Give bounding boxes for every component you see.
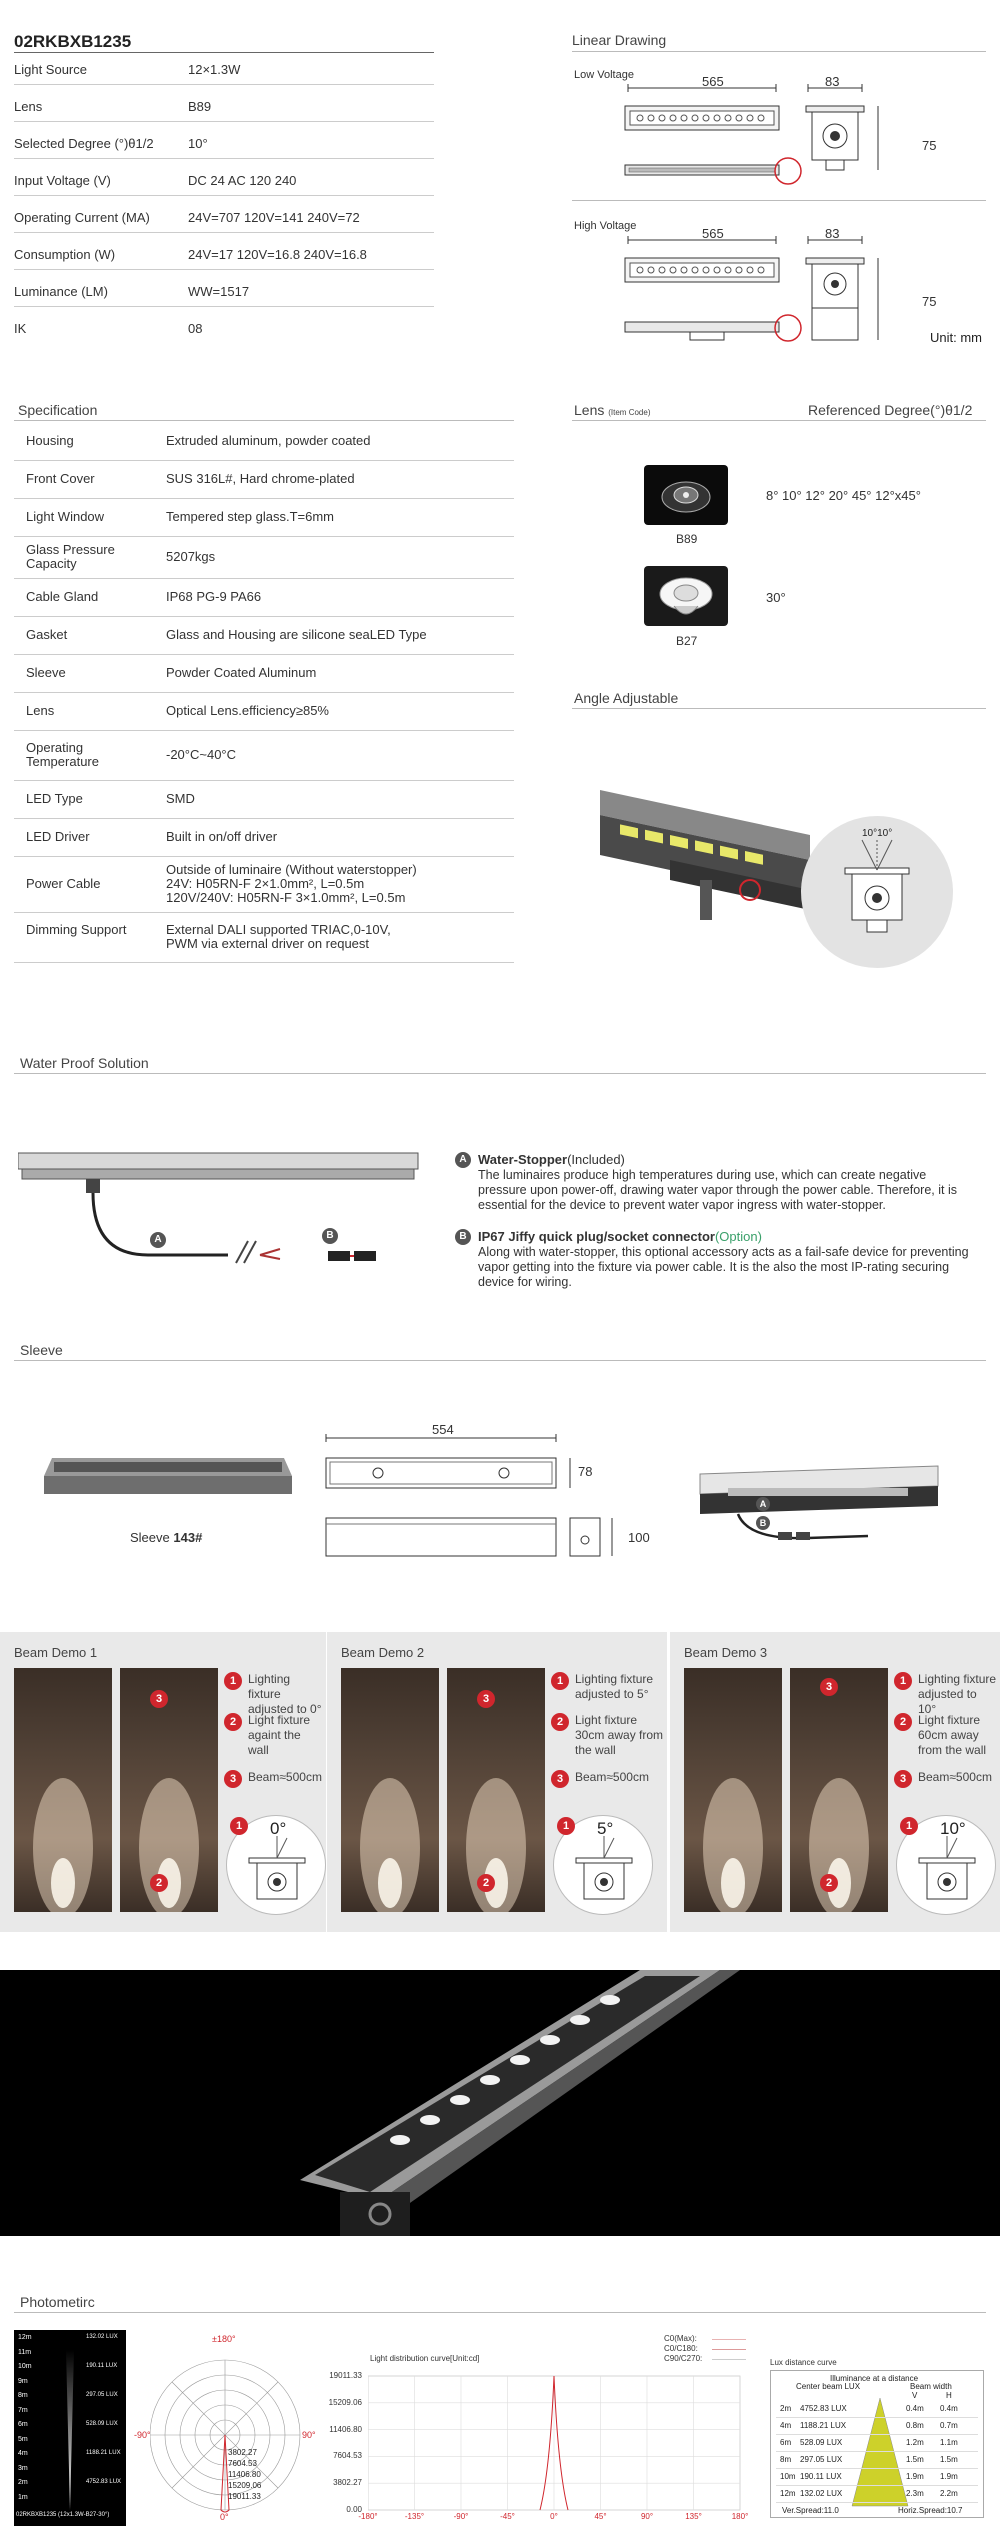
beam-light-icon xyxy=(447,1668,545,1912)
distance-label: 12m xyxy=(18,2334,32,2341)
lux-distance: 8m xyxy=(780,2455,792,2464)
beam-demo-photo-front xyxy=(684,1668,782,1912)
low-width-dim: 83 xyxy=(825,74,840,89)
spec-value: Extruded aluminum, powder coated xyxy=(166,433,371,448)
top-spec-key: Luminance (LM) xyxy=(14,284,108,299)
curve-x-tick: -45° xyxy=(500,2512,515,2521)
spec-divider xyxy=(14,536,514,537)
lux-center: 132.02 LUX xyxy=(800,2489,843,2498)
low-high-divider xyxy=(572,200,986,201)
lux-header-1: Illuminance at a distance xyxy=(830,2374,919,2383)
curve-y-tick: 7604.53 xyxy=(333,2451,362,2461)
spec-value: -20°C~40°C xyxy=(166,747,237,762)
beam-demo-title: Beam Demo 1 xyxy=(14,1645,98,1660)
beam-photo-badge-2: 2 xyxy=(150,1874,168,1892)
beam-demo-photo-front xyxy=(14,1668,112,1912)
distance-label: 5m xyxy=(18,2435,28,2443)
beam-detail-degree: 10° xyxy=(940,1819,966,1838)
waterproof-a-text: The luminaires produce high temperatures during use, which can create negative pressure upon power-off, drawing water vapor through the power cable. Therefore, it is essential for the device to prevent water vapor ingress with water-stopper. xyxy=(478,1168,957,1212)
unit-label: Unit: mm xyxy=(930,330,982,345)
curve-legend-swatch xyxy=(712,2339,746,2340)
lux-distance: 4m xyxy=(780,2421,792,2430)
beam-legend-badge: 1 xyxy=(894,1672,912,1690)
waterproof-a-suffix: (Included) xyxy=(567,1152,625,1167)
lens-b89-degrees: 8° 10° 12° 20° 45° 12°x45° xyxy=(766,488,921,503)
waterproof-b-suffix: (Option) xyxy=(714,1229,762,1244)
distance-label: 3m xyxy=(18,2464,28,2472)
lens-b27-degrees: 30° xyxy=(766,590,786,605)
lux-width-v: 1.5m xyxy=(906,2455,924,2464)
lux-row-divider xyxy=(776,2417,978,2418)
lux-width-v: 0.4m xyxy=(906,2404,924,2413)
spec-divider xyxy=(14,460,514,461)
spec-value: Tempered step glass.T=6mm xyxy=(166,509,334,524)
lux-header-h: H xyxy=(946,2391,952,2400)
lens-b89-image xyxy=(644,465,728,525)
curve-y-tick: 19011.33 xyxy=(329,2371,362,2380)
top-spec-key: Light Source xyxy=(14,62,87,77)
lens-title-main: Lens xyxy=(574,402,605,418)
lux-row-divider xyxy=(776,2485,978,2486)
beam-legend-badge: 2 xyxy=(224,1713,242,1731)
sleeve-caption-pre: Sleeve xyxy=(130,1530,174,1545)
waterproof-illustration xyxy=(18,1145,448,1285)
spec-value: SMD xyxy=(166,791,195,806)
angle-title: Angle Adjustable xyxy=(574,690,679,706)
curve-y-tick: 11406.80 xyxy=(329,2424,362,2434)
spec-key: LED Driver xyxy=(26,829,90,844)
top-spec-key: Selected Degree (°)θ1/2 xyxy=(14,136,154,151)
curve-x-tick: -135° xyxy=(404,2512,425,2521)
spec-value: Powder Coated Aluminum xyxy=(166,665,317,680)
beam-legend-badge: 1 xyxy=(224,1672,242,1690)
spec-divider xyxy=(14,692,514,693)
specification-rule xyxy=(14,420,514,421)
lux-center: 297.05 LUX xyxy=(800,2455,843,2464)
spec-key: LED Type xyxy=(26,791,83,806)
low-height-dim: 75 xyxy=(922,138,937,153)
spec-value: 5207kgs xyxy=(166,549,216,564)
spec-divider xyxy=(14,818,514,819)
beam-detail-badge-1: 1 xyxy=(900,1817,918,1835)
lens-ref-title: Referenced Degree(°)θ1/2 xyxy=(808,402,973,418)
beam-legend-badge: 3 xyxy=(894,1770,912,1788)
lux-hor-spread: Horiz.Spread:10.7 xyxy=(898,2506,963,2515)
beam-legend-text: Light fixture againt the wall xyxy=(248,1713,311,1757)
beam-legend-text: Lighting fixture adjusted to 10° xyxy=(918,1672,997,1716)
polar-ring-value: 11406.80 xyxy=(228,2470,261,2479)
angle-adjustable-illustration xyxy=(590,780,970,980)
lens-b89-icon xyxy=(644,465,728,525)
distance-label: 8m xyxy=(18,2392,28,2399)
beam-light-icon xyxy=(790,1668,888,1912)
top-spec-divider xyxy=(14,232,434,233)
lux-width-v: 0.8m xyxy=(906,2421,924,2430)
linear-drawing-title: Linear Drawing xyxy=(572,32,667,48)
distance-lux: 4752.83 LUX xyxy=(86,2479,122,2485)
lux-width-h: 1.9m xyxy=(940,2472,958,2481)
spec-key: Cable Gland xyxy=(26,589,99,604)
distance-lux: 297.05 LUX xyxy=(86,2392,118,2398)
beam-legend-text: Beam≈500cm xyxy=(575,1770,649,1784)
photometric-rule xyxy=(14,2312,986,2313)
polar-right-label: 90° xyxy=(302,2430,316,2440)
lux-distance: 10m xyxy=(780,2472,796,2481)
spec-key: Front Cover xyxy=(26,471,95,486)
beam-demo-photo-side xyxy=(120,1668,218,1912)
top-spec-divider xyxy=(14,84,434,85)
beam-photo-badge-2: 2 xyxy=(477,1874,495,1892)
waterproof-title: Water Proof Solution xyxy=(20,1055,149,1071)
curve-y-tick: 15209.06 xyxy=(328,2397,362,2407)
spec-key: Light Window xyxy=(26,509,105,524)
polar-top-label: ±180° xyxy=(212,2334,236,2344)
beam-detail-degree: 5° xyxy=(597,1819,614,1838)
lux-row-divider xyxy=(776,2434,978,2435)
lux-center: 4752.83 LUX xyxy=(800,2404,847,2413)
beam-legend-badge: 1 xyxy=(551,1672,569,1690)
beam-photo-badge-3: 3 xyxy=(820,1678,838,1696)
curve-legend-label: C0/C180: xyxy=(664,2344,698,2353)
lux-width-v: 2.3m xyxy=(906,2489,924,2498)
distance-lux: 132.02 LUX xyxy=(86,2334,118,2340)
waterproof-b-text: Along with water-stopper, this optional accessory acts as a fail-safe device for preventing vapor getting into the fixture via power cable. It is the also the most IP-rating securing device for wiring. xyxy=(478,1245,969,1289)
sleeve-title: Sleeve xyxy=(20,1342,63,1358)
model-title: 02RKBXB1235 xyxy=(14,32,132,51)
low-len-dim: 565 xyxy=(702,74,724,89)
spec-key: Glass Pressure Capacity xyxy=(26,542,115,571)
beam-legend-text: Lighting fixture adjusted to 5° xyxy=(575,1672,654,1701)
spec-key: Lens xyxy=(26,703,55,718)
distance-label: 1m xyxy=(18,2493,28,2501)
high-height-dim: 75 xyxy=(922,294,937,309)
curve-chart xyxy=(368,2372,748,2520)
distance-caption: 02RKBXB1235 (12x1.3W-B27-30°) xyxy=(16,2512,110,2518)
lux-header-2b: Beam width xyxy=(910,2382,952,2391)
distance-lux: 190.11 LUX xyxy=(86,2363,118,2369)
waterproof-badge-a-illus: A xyxy=(150,1232,166,1248)
lens-rule xyxy=(572,420,986,421)
beam-detail-degree: 0° xyxy=(270,1819,287,1838)
beam-light-icon xyxy=(684,1668,782,1912)
polar-ring-value: 7604.53 xyxy=(228,2459,257,2468)
lux-cone xyxy=(850,2398,910,2508)
distance-label: 11m xyxy=(18,2348,32,2356)
sleeve-badge-b: B xyxy=(756,1516,770,1530)
curve-legend-swatch xyxy=(712,2359,746,2360)
polar-left-label: -90° xyxy=(134,2430,151,2440)
top-spec-key: Lens xyxy=(14,99,43,114)
lux-title: Lux distance curve xyxy=(770,2358,837,2367)
specification-title: Specification xyxy=(18,402,98,418)
spec-key: Dimming Support xyxy=(26,922,127,937)
waterproof-rule xyxy=(14,1073,986,1074)
spec-key: Sleeve xyxy=(26,665,66,680)
lux-width-h: 1.1m xyxy=(940,2438,958,2447)
top-spec-value: 08 xyxy=(188,321,203,336)
lux-center: 1188.21 LUX xyxy=(800,2421,847,2430)
spec-value: SUS 316L#, Hard chrome-plated xyxy=(166,471,355,486)
beam-legend-text: Beam≈500cm xyxy=(248,1770,322,1784)
curve-legend-label: C0(Max): xyxy=(664,2334,697,2343)
lens-title-small: (Item Code) xyxy=(608,408,651,417)
top-spec-divider xyxy=(14,195,434,196)
sleeve-caption xyxy=(130,1530,202,1545)
lux-width-h: 1.5m xyxy=(940,2455,958,2464)
lux-ver-spread: Ver.Spread:11.0 xyxy=(782,2506,839,2515)
curve-legend-label: C90/C270: xyxy=(664,2354,703,2363)
top-spec-key: IK xyxy=(14,321,27,336)
lens-b27-icon xyxy=(644,566,728,626)
beam-photo-badge-2: 2 xyxy=(820,1874,838,1892)
spec-value: Optical Lens.efficiency≥85% xyxy=(166,703,329,718)
spec-divider xyxy=(14,578,514,579)
spec-key: Operating Temperature xyxy=(26,740,99,769)
beam-legend-text: Lighting fixture adjusted to 0° xyxy=(248,1672,322,1716)
distance-label: 10m xyxy=(18,2363,32,2370)
beam-legend-badge: 2 xyxy=(551,1713,569,1731)
lens-b27-code: B27 xyxy=(676,634,698,648)
lux-distance: 2m xyxy=(780,2404,792,2413)
distance-label: 9m xyxy=(18,2377,28,2385)
high-width-dim: 83 xyxy=(825,226,840,241)
curve-x-tick: 90° xyxy=(640,2512,654,2521)
beam-light-icon xyxy=(120,1668,218,1912)
beam-detail-badge-1: 1 xyxy=(557,1817,575,1835)
sleeve-installed-illustration xyxy=(688,1462,948,1552)
lens-title xyxy=(574,402,650,418)
beam-demo-photo-front xyxy=(341,1668,439,1912)
curve-x-tick: 45° xyxy=(594,2512,607,2521)
beam-legend-text: Beam≈500cm xyxy=(918,1770,992,1784)
photometric-title: Photometirc xyxy=(20,2294,95,2310)
spec-divider xyxy=(14,780,514,781)
sleeve-rule xyxy=(14,1360,986,1361)
beam-demo-title: Beam Demo 3 xyxy=(684,1645,768,1660)
distance-lux: 1188.21 LUX xyxy=(86,2450,121,2456)
top-spec-value: 24V=17 120V=16.8 240V=16.8 xyxy=(188,247,367,262)
low-voltage-label: Low Voltage xyxy=(574,69,634,81)
beam-light-icon xyxy=(14,1668,112,1912)
spec-value: External DALI supported TRIAC,0-10V, PWM via external driver on request xyxy=(166,922,391,951)
lux-width-v: 1.9m xyxy=(906,2472,924,2481)
distance-label: 2m xyxy=(18,2479,28,2486)
sleeve-len-dim: 554 xyxy=(432,1422,454,1437)
distance-beam-icon xyxy=(14,2330,126,2526)
distance-label: 6m xyxy=(18,2421,28,2428)
beam-legend-text: Light fixture 30cm away from the wall xyxy=(575,1713,664,1757)
lens-b89-code: B89 xyxy=(676,532,698,546)
distance-label: 4m xyxy=(18,2450,28,2457)
top-spec-divider xyxy=(14,158,434,159)
waterproof-b-title: IP67 Jiffy quick plug/socket connector xyxy=(478,1229,715,1244)
angle-rule xyxy=(572,708,986,709)
lux-width-v: 1.2m xyxy=(906,2438,924,2447)
beam-photo-badge-3: 3 xyxy=(150,1690,168,1708)
top-spec-divider xyxy=(14,269,434,270)
beam-light-icon xyxy=(341,1668,439,1912)
polar-ring-value: 15209.06 xyxy=(228,2481,262,2490)
lux-width-h: 0.7m xyxy=(940,2421,958,2430)
spec-value: Built in on/off driver xyxy=(166,829,278,844)
lux-width-h: 2.2m xyxy=(940,2489,958,2498)
sleeve-photo xyxy=(44,1452,292,1502)
low-voltage-drawing xyxy=(600,70,960,198)
top-spec-divider xyxy=(14,121,434,122)
spec-divider xyxy=(14,654,514,655)
angle-label: 10°10° xyxy=(862,828,893,839)
beam-legend-badge: 3 xyxy=(551,1770,569,1788)
lux-center: 528.09 LUX xyxy=(800,2438,843,2447)
lux-row-divider xyxy=(776,2502,978,2503)
waterproof-a-title: Water-Stopper xyxy=(478,1152,568,1167)
product-hero-banner xyxy=(0,1970,1000,2236)
top-spec-value: B89 xyxy=(188,99,212,114)
curve-x-tick: -90° xyxy=(453,2512,469,2521)
beam-detail-badge-1: 1 xyxy=(230,1817,248,1835)
spec-divider xyxy=(14,962,514,963)
polar-ring-value: 19011.33 xyxy=(228,2492,261,2501)
top-spec-value: 12×1.3W xyxy=(188,62,241,77)
curve-x-tick: -180° xyxy=(358,2512,378,2521)
curve-title: Light distribution curve[Unit:cd] xyxy=(370,2354,480,2363)
spec-divider xyxy=(14,730,514,731)
spec-key: Power Cable xyxy=(26,876,101,891)
curve-y-tick: 0.00 xyxy=(346,2505,362,2514)
curve-x-tick: 135° xyxy=(685,2512,702,2521)
curve-x-tick: 0° xyxy=(550,2512,558,2521)
beam-legend-badge: 2 xyxy=(894,1713,912,1731)
product-hero-image xyxy=(0,1970,1000,2236)
lux-center: 190.11 LUX xyxy=(800,2472,842,2481)
curve-legend-swatch xyxy=(712,2349,746,2350)
beam-photo-badge-3: 3 xyxy=(477,1690,495,1708)
lux-header-v: V xyxy=(912,2391,918,2400)
lux-row-divider xyxy=(776,2451,978,2452)
distance-chart xyxy=(14,2330,126,2526)
high-voltage-label: High Voltage xyxy=(574,220,637,232)
waterproof-a-heading xyxy=(478,1152,625,1167)
top-spec-key: Consumption (W) xyxy=(14,247,116,262)
spec-divider xyxy=(14,498,514,499)
lux-distance: 6m xyxy=(780,2438,792,2447)
top-spec-key: Input Voltage (V) xyxy=(14,173,111,188)
lux-header-2a: Center beam LUX xyxy=(796,2382,861,2391)
spec-divider xyxy=(14,616,514,617)
waterproof-badge-a: A xyxy=(455,1152,471,1168)
lux-width-h: 0.4m xyxy=(940,2404,958,2413)
sleeve-caption-num: 143# xyxy=(173,1530,203,1545)
top-spec-value: 10° xyxy=(188,136,208,151)
high-voltage-drawing xyxy=(600,222,960,352)
polar-bottom-label: 0° xyxy=(220,2512,229,2522)
spec-divider xyxy=(14,912,514,913)
top-spec-value: DC 24 AC 120 240 xyxy=(188,173,297,188)
beam-legend-badge: 3 xyxy=(224,1770,242,1788)
waterproof-badge-b: B xyxy=(455,1229,471,1245)
sleeve-drawing xyxy=(320,1422,640,1562)
lux-distance: 12m xyxy=(780,2489,796,2498)
sleeve-badge-a: A xyxy=(756,1497,770,1511)
curve-x-tick: 180° xyxy=(731,2512,749,2521)
sleeve-h2-dim: 100 xyxy=(628,1530,650,1545)
top-spec-value: 24V=707 120V=141 240V=72 xyxy=(188,210,360,225)
spec-value: Outside of luminaire (Without waterstopper) 24V: H05RN-F 2×1.0mm², L=0.5m 120V/240V: H05RN-F 3×1.0mm², L=0.5m xyxy=(166,862,417,905)
distance-label: 7m xyxy=(18,2406,28,2414)
beam-demo-photo-side xyxy=(447,1668,545,1912)
lux-row-divider xyxy=(776,2468,978,2469)
top-spec-value: WW=1517 xyxy=(188,284,250,299)
spec-value: Glass and Housing are silicone seaLED Type xyxy=(166,627,427,642)
top-spec-key: Operating Current (MA) xyxy=(14,210,150,225)
waterproof-b-heading xyxy=(478,1229,762,1244)
lens-b27-image xyxy=(644,566,728,626)
beam-demo-title: Beam Demo 2 xyxy=(341,1645,425,1660)
polar-ring-value: 3802.27 xyxy=(228,2448,257,2457)
top-spec-divider xyxy=(14,306,434,307)
beam-demo-photo-side xyxy=(790,1668,888,1912)
linear-drawing-rule xyxy=(572,51,986,52)
model-title-rule xyxy=(14,52,434,53)
waterproof-badge-b-illus: B xyxy=(322,1228,338,1244)
sleeve-h1-dim: 78 xyxy=(578,1464,593,1479)
spec-key: Gasket xyxy=(26,627,68,642)
spec-divider xyxy=(14,856,514,857)
beam-legend-text: Light fixture 60cm away from the wall xyxy=(918,1713,987,1757)
distance-lux: 528.09 LUX xyxy=(86,2421,118,2427)
spec-key: Housing xyxy=(26,433,74,448)
high-len-dim: 565 xyxy=(702,226,724,241)
curve-y-tick: 3802.27 xyxy=(333,2478,362,2488)
spec-value: IP68 PG-9 PA66 xyxy=(166,589,262,604)
